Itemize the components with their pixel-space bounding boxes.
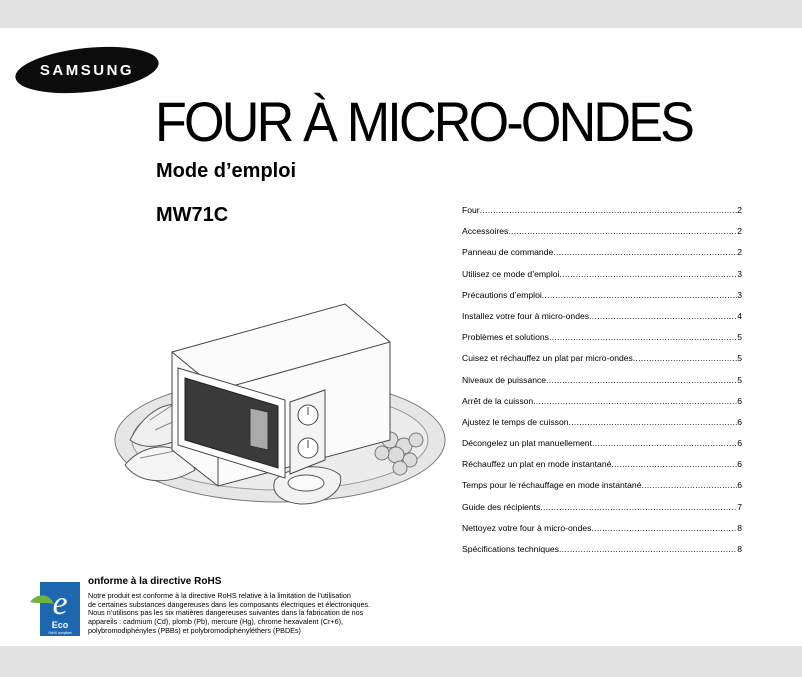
bottom-band: [0, 646, 802, 677]
toc-item[interactable]: Guide des récipients ..... 7: [462, 502, 742, 523]
toc-item[interactable]: Nettoyez votre four à micro-ondes ..... 8: [462, 523, 742, 544]
toc-item[interactable]: Réchauffez un plat en mode instantané ..... 6: [462, 459, 742, 480]
toc-item[interactable]: Utilisez ce mode d’emploi ..... 3: [462, 269, 742, 290]
rohs-title: onforme à la directive RoHS: [88, 576, 222, 587]
toc-item[interactable]: Ajustez le temps de cuisson ..... 6: [462, 417, 742, 438]
toc-item[interactable]: Four ..... 2: [462, 205, 742, 226]
model-number: MW71C: [156, 204, 229, 226]
toc-item[interactable]: Accessoires ..... 2: [462, 226, 742, 247]
toc-item[interactable]: Décongelez un plat manuellement ..... 6: [462, 438, 742, 459]
rohs-line: appareils : cadmium (Cd), plomb (Pb), mercure (Hg), chrome hexavalent (Cr+6),: [88, 617, 344, 627]
toc-item[interactable]: Problèmes et solutions ..... 5: [462, 332, 742, 353]
page-title: FOUR À MICRO-ONDES: [155, 90, 693, 153]
rohs-line: de certaines substances dangereuses dans les composants électriques et électroniques.: [88, 599, 371, 609]
toc-item[interactable]: Panneau de commande ..... 2: [462, 247, 742, 268]
table-of-contents: [462, 205, 742, 565]
samsung-logo: [14, 45, 160, 95]
eco-label: Eco: [51, 620, 69, 630]
logo-text: SAMSUNG: [39, 62, 135, 79]
toc-item[interactable]: Temps pour le réchauffage en mode instantané ..... 6: [462, 480, 742, 501]
toc-item[interactable]: Installez votre four à micro-ondes ..... 4: [462, 311, 742, 332]
toc-item[interactable]: Niveaux de puissance ..... 5: [462, 375, 742, 396]
eco-sublabel: RoHS compliant: [48, 631, 72, 635]
top-band: [0, 0, 802, 28]
rohs-line: Notre produit est conforme à la directive RoHS relative à la limitation de l’utilisation: [88, 591, 351, 600]
rohs-line: Nous n’utilisons pas les six matières dangereuses suivantes dans la fabrication de nos: [88, 608, 364, 618]
toc-item[interactable]: Précautions d’emploi ..... 3: [462, 290, 742, 311]
eco-rohs-badge: [28, 578, 83, 638]
svg-text:e: e: [52, 585, 68, 622]
subtitle: Mode d’emploi: [156, 160, 296, 182]
rohs-description: [88, 592, 370, 636]
rohs-line: polybromodiphényles (PBBs) et polybromodiphényléthers (PBDEs): [88, 625, 301, 635]
toc-item[interactable]: Arrêt de la cuisson ..... 6: [462, 396, 742, 417]
toc-item[interactable]: Cuisez et réchauffez un plat par micro-ondes ..... 5: [462, 353, 742, 374]
toc-item[interactable]: Spécifications techniques ..... 8: [462, 544, 742, 565]
microwave-illustration: [110, 290, 450, 530]
